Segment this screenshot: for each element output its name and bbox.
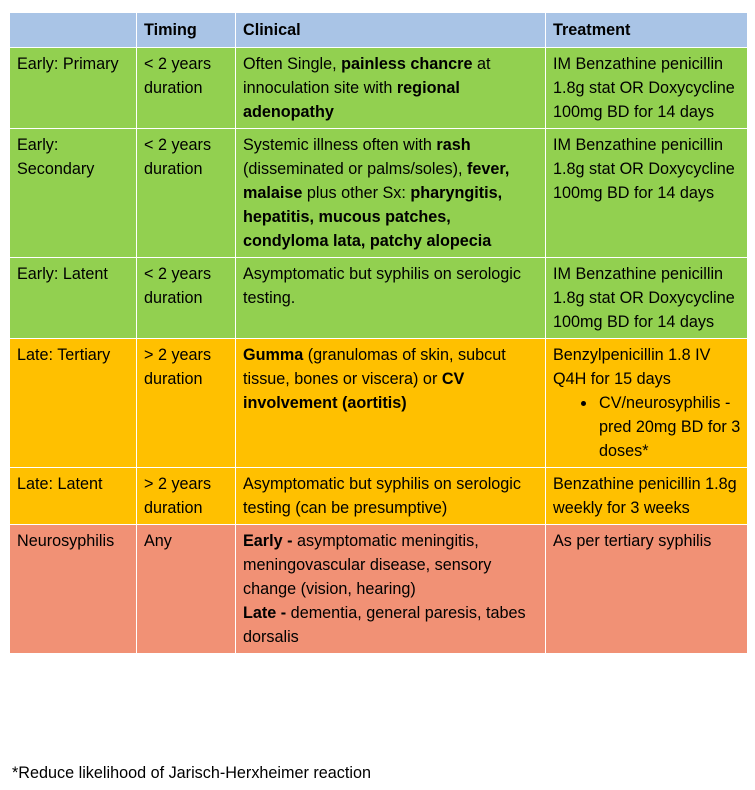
footnote: *Reduce likelihood of Jarisch-Herxheimer reaction xyxy=(12,764,371,782)
treatment-cell: Benzathine penicillin 1.8g weekly for 3 weeks xyxy=(546,468,748,525)
clinical-cell xyxy=(236,129,546,258)
clinical-cell xyxy=(236,258,546,339)
stage-cell: Late: Latent xyxy=(10,468,137,525)
table-row-late-tertiary xyxy=(10,339,748,468)
table-row-neurosyphilis xyxy=(10,525,748,654)
clinical-cell xyxy=(236,468,546,525)
clinical-text: (disseminated or palms/soles), xyxy=(243,160,468,178)
table-row-early-latent xyxy=(10,258,748,339)
header-stage xyxy=(10,13,137,48)
timing-cell: < 2 years duration xyxy=(137,48,236,129)
treatment-bullet-item: • CV/neurosyphilis - pred 20mg BD for 3 doses* xyxy=(597,391,741,463)
clinical-cell xyxy=(236,339,546,468)
clinical-emphasis: painless chancre xyxy=(341,55,473,73)
table-row-early-secondary xyxy=(10,129,748,258)
clinical-cell xyxy=(236,48,546,129)
clinical-emphasis: regional adenopathy xyxy=(243,79,460,121)
clinical-text: Asymptomatic but syphilis on serologic testing (can be presumptive) xyxy=(243,475,522,517)
table-row-early-primary xyxy=(10,48,748,129)
timing-cell: Any xyxy=(137,525,236,654)
clinical-text: plus other Sx: xyxy=(302,184,411,202)
clinical-emphasis: pharyngitis, hepatitis, mucous patches, condyloma lata, patchy alopecia xyxy=(243,184,503,250)
stage-cell: Early: Primary xyxy=(10,48,137,129)
treatment-bullet-list xyxy=(553,391,741,463)
treatment-cell: IM Benzathine penicillin 1.8g stat OR Doxycycline 100mg BD for 14 days xyxy=(546,48,748,129)
clinical-early-line xyxy=(243,529,539,601)
syphilis-staging-table xyxy=(9,12,748,654)
clinical-text: asymptomatic meningitis, meningovascular disease, sensory change (vision, hearing) xyxy=(243,532,492,598)
clinical-emphasis: Late - xyxy=(243,604,287,622)
stage-cell: Early: Secondary xyxy=(10,129,137,258)
timing-cell: < 2 years duration xyxy=(137,129,236,258)
header-timing: Timing xyxy=(137,13,236,48)
stage-cell: Early: Latent xyxy=(10,258,137,339)
clinical-text: at innoculation site with xyxy=(243,55,491,97)
treatment-cell: IM Benzathine penicillin 1.8g stat OR Doxycycline 100mg BD for 14 days xyxy=(546,129,748,258)
stage-cell: Neurosyphilis xyxy=(10,525,137,654)
clinical-text: (granulomas of skin, subcut tissue, bones or viscera) or xyxy=(243,346,506,388)
header-treatment: Treatment xyxy=(546,13,748,48)
clinical-text: Often Single, xyxy=(243,55,342,73)
treatment-cell: As per tertiary syphilis xyxy=(546,525,748,654)
clinical-late-line xyxy=(243,601,539,649)
clinical-emphasis: rash xyxy=(436,136,471,154)
clinical-emphasis: Gumma xyxy=(243,346,304,364)
header-row xyxy=(10,13,748,48)
clinical-text: dementia, general paresis, tabes dorsalis xyxy=(243,604,526,646)
clinical-text: Asymptomatic but syphilis on serologic testing. xyxy=(243,265,522,307)
treatment-cell: IM Benzathine penicillin 1.8g stat OR Doxycycline 100mg BD for 14 days xyxy=(546,258,748,339)
clinical-emphasis: fever, malaise xyxy=(243,160,510,202)
treatment-text: Benzylpenicillin 1.8 IV Q4H for 15 days xyxy=(553,346,711,388)
clinical-emphasis: CV involvement (aortitis) xyxy=(243,370,465,412)
clinical-text: Systemic illness often with xyxy=(243,136,437,154)
stage-cell: Late: Tertiary xyxy=(10,339,137,468)
timing-cell: > 2 years duration xyxy=(137,468,236,525)
timing-cell: < 2 years duration xyxy=(137,258,236,339)
timing-cell: > 2 years duration xyxy=(137,339,236,468)
header-clinical: Clinical xyxy=(236,13,546,48)
clinical-cell xyxy=(236,525,546,654)
treatment-cell xyxy=(546,339,748,468)
clinical-emphasis: Early - xyxy=(243,532,293,550)
table-row-late-latent xyxy=(10,468,748,525)
